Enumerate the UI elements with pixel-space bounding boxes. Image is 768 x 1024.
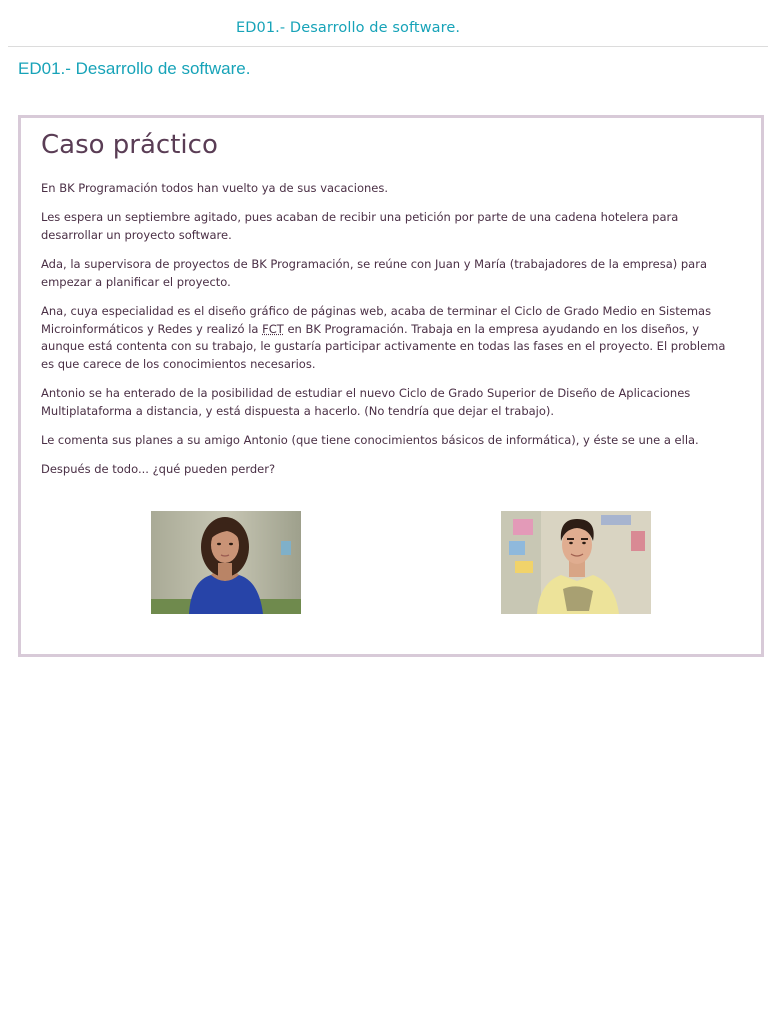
paragraph: Ada, la supervisora de proyectos de BK Programación, se reúne con Juan y María (trabajadores de la empresa) para empezar a planificar el proyecto. bbox=[41, 257, 708, 289]
paragraph-ana bbox=[41, 303, 741, 374]
paragraph: Le comenta sus planes a su amigo Antonio (que tiene conocimientos básicos de informática), y éste se une a ella. bbox=[41, 433, 699, 448]
case-heading: Caso práctico bbox=[41, 130, 218, 160]
photo-ana bbox=[151, 511, 301, 614]
document-title: ED01.- Desarrollo de software. bbox=[18, 59, 251, 78]
fct-abbreviation[interactable]: FCT bbox=[262, 321, 284, 336]
paragraph: En BK Programación todos han vuelto ya de sus vacaciones. bbox=[41, 181, 388, 195]
paragraph-text: en BK Programación. Trabaja en la empresa ayudando en los diseños, y aunque está contenta con su trabajo, le gustaría participar activamente en todas las fases en el proyecto. El problema es que carece de los conocimientos necesarios. bbox=[41, 321, 726, 372]
photo-antonio bbox=[501, 511, 651, 614]
paragraph: Les espera un septiembre agitado, pues acaban de recibir una petición por parte de una cadena hotelera para desarrollar un proyecto software. bbox=[41, 210, 679, 242]
running-header: ED01.- Desarrollo de software. bbox=[236, 20, 461, 36]
paragraph-text: Ana, cuya especialidad es el diseño gráfico de páginas web, acaba de terminar el Ciclo de Grado Medio en Sistemas Microinformáticos y Redes y realizó la bbox=[41, 304, 712, 336]
header-divider bbox=[8, 46, 768, 47]
paragraph: Después de todo... ¿qué pueden perder? bbox=[41, 462, 276, 477]
case-study-box bbox=[18, 115, 764, 657]
paragraph: Antonio se ha enterado de la posibilidad de estudiar el nuevo Ciclo de Grado Superior de Diseño de Aplicaciones Multiplataforma a distancia, y está dispuesta a hacerlo. (No tendría que dejar el trabajo). bbox=[41, 386, 691, 419]
case-body bbox=[41, 180, 741, 491]
